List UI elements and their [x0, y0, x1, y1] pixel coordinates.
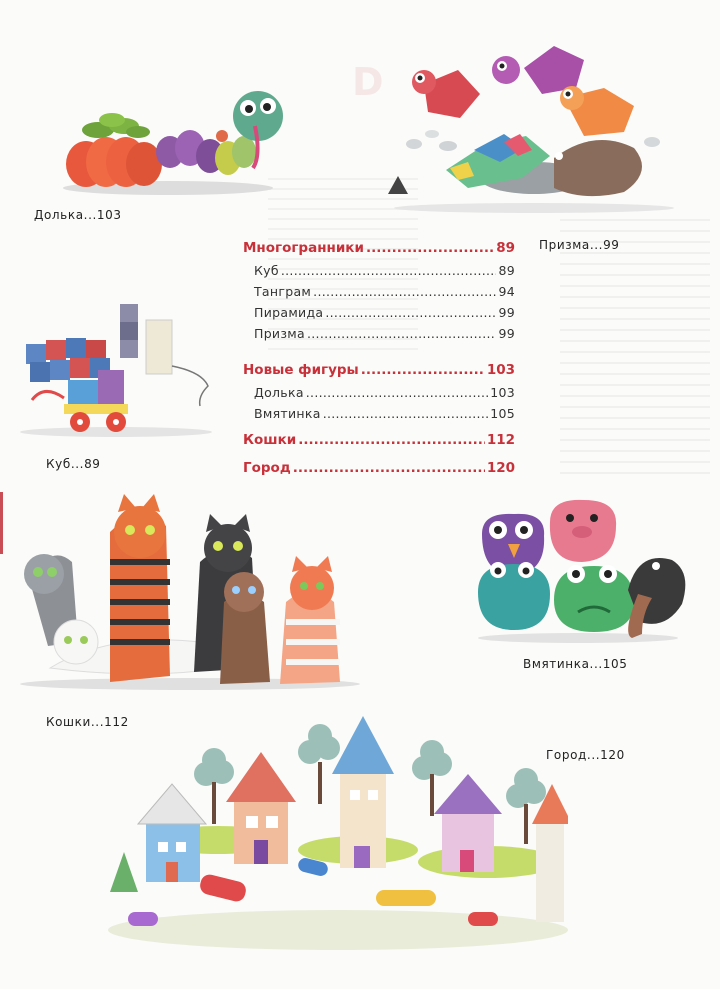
page-edge-marker — [0, 492, 3, 554]
toc-label: Танграм — [254, 284, 312, 299]
toc-entry[interactable] — [243, 305, 515, 326]
toc-leader-dots — [281, 263, 497, 278]
toc-spacer — [243, 347, 515, 362]
toc-leader-dots — [366, 240, 494, 256]
toc-page: 99 — [498, 305, 515, 320]
toc-label: Город — [243, 460, 291, 476]
toc-label: Призма — [254, 326, 305, 341]
toc-leader-dots — [313, 284, 496, 299]
caption-dolka: Долька...103 — [34, 208, 122, 222]
toc-page: 99 — [498, 326, 515, 341]
toc-label: Долька — [254, 385, 304, 400]
kub-photo — [16, 300, 222, 440]
gorod-photo — [88, 712, 568, 962]
toc-leader-dots — [325, 305, 496, 320]
toc-label: Вмятинка — [254, 406, 321, 421]
toc-entry[interactable] — [243, 385, 515, 406]
toc-page: 103 — [486, 362, 515, 378]
toc-page: 103 — [490, 385, 515, 400]
toc-page: 94 — [498, 284, 515, 299]
dolka-photo — [58, 86, 294, 196]
toc-page: 89 — [498, 263, 515, 278]
toc-label: Кошки — [243, 432, 297, 448]
caption-koshki: Кошки...112 — [46, 715, 129, 729]
caption-gorod: Город...120 — [546, 748, 625, 762]
bleed-through-text: D — [352, 60, 384, 104]
toc-section[interactable] — [243, 362, 515, 385]
caption-kub: Куб...89 — [46, 457, 101, 471]
toc-page: 120 — [486, 460, 515, 476]
toc-section[interactable] — [243, 240, 515, 263]
table-of-contents — [243, 240, 515, 483]
toc-leader-dots — [293, 460, 485, 476]
toc-label: Куб — [254, 263, 279, 278]
toc-section[interactable] — [243, 460, 515, 483]
vmyatinka-photo — [468, 494, 704, 644]
toc-leader-dots — [298, 432, 485, 448]
caption-prizma: Призма...99 — [539, 238, 620, 252]
toc-entry[interactable] — [243, 326, 515, 347]
toc-leader-dots — [361, 362, 485, 378]
prizma-photo — [384, 38, 674, 214]
toc-label: Многогранники — [243, 240, 364, 256]
toc-section[interactable] — [243, 432, 515, 455]
toc-label: Новые фигуры — [243, 362, 359, 378]
toc-page: 105 — [490, 406, 515, 421]
toc-leader-dots — [307, 326, 496, 341]
toc-entry[interactable] — [243, 263, 515, 284]
toc-entry[interactable] — [243, 284, 515, 305]
koshki-photo — [10, 492, 364, 692]
toc-leader-dots — [306, 385, 488, 400]
caption-vmyatinka: Вмятинка...105 — [523, 657, 628, 671]
toc-leader-dots — [323, 406, 489, 421]
toc-page: 112 — [486, 432, 515, 448]
toc-page: 89 — [496, 240, 515, 256]
toc-label: Пирамида — [254, 305, 324, 320]
toc-entry[interactable] — [243, 406, 515, 427]
